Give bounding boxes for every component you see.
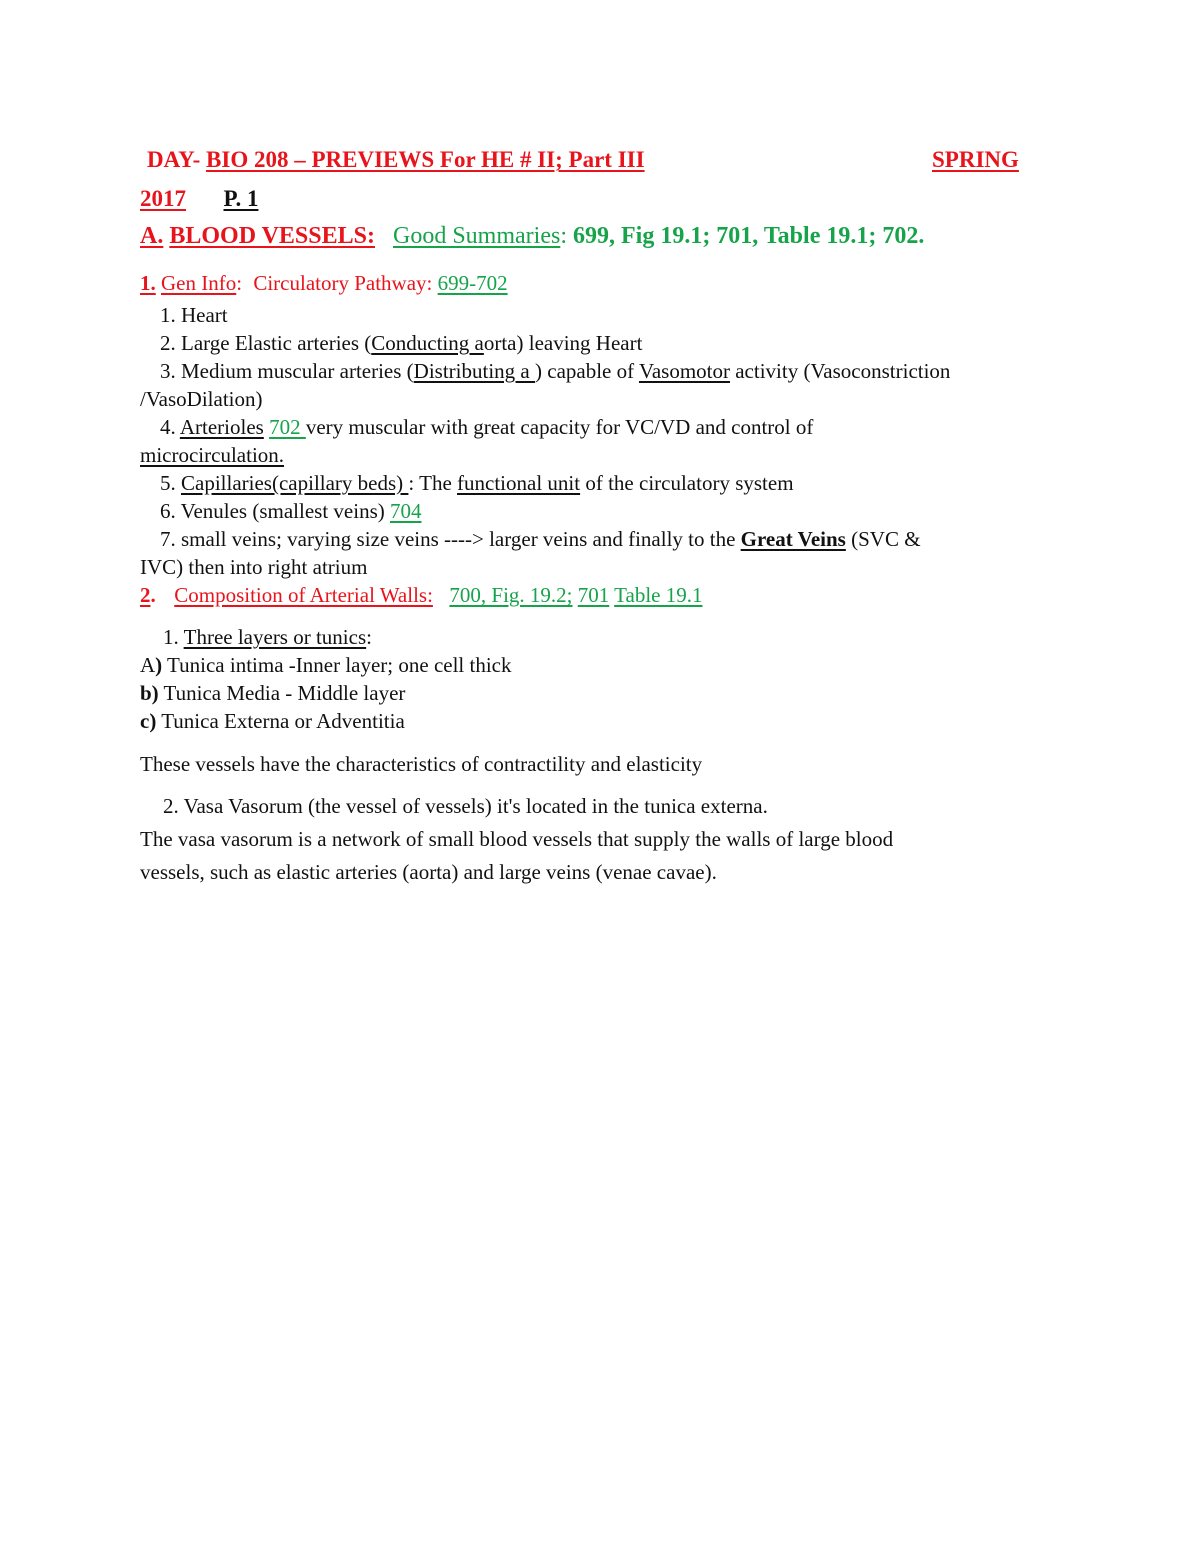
gen-info-colon: : [236,271,243,295]
page-number: P. 1 [223,186,259,211]
vasa-vasorum-line-2: vessels, such as elastic arteries (aorta) and large veins (venae cavae). [140,860,717,884]
list-item-continuation [140,554,367,580]
arterial-walls-dot: . [150,583,156,607]
gen-info-heading [140,270,508,296]
list-item [160,414,813,440]
item-text: 7. small veins; varying size veins ----> larger veins and finally to the [160,527,741,551]
header-line-2 [140,186,258,212]
good-summaries-label: Good Summaries [392,223,561,249]
item-text-post: : [366,625,372,649]
list-item [160,470,794,496]
section-a-heading [140,223,924,249]
item-text: /VasoDilation) [140,387,263,411]
section-a-letter: A. [140,223,164,249]
item-bold-underlined: Great Veins [740,527,846,551]
item-text: 5. [160,471,181,495]
pathway-label: Circulatory Pathway: [253,271,433,295]
item-text: 1. Heart [160,303,228,327]
item-text-post: activity (Vasoconstriction [729,359,951,383]
list-item [160,302,228,328]
item-text: 1. [163,625,184,649]
header-day: DAY- [147,147,201,172]
item-text: IVC) then into right atrium [140,555,368,579]
item-text-post: orta) leaving Heart [483,331,643,355]
arterial-walls-ref3: Table 19.1 [614,583,703,607]
layer-item [140,652,512,678]
arterial-walls-ref2: 701 [577,583,610,607]
item-text: microcirculation. [140,443,285,467]
list-item-continuation [140,386,262,412]
item-underlined: Capillaries(capillary beds) [181,471,409,495]
item-text: 6. Venules (smallest veins) [160,499,390,523]
item-underlined: Arterioles [179,415,264,439]
layer-text: Tunica intima -Inner layer; one cell thick [162,653,512,677]
layer-item [140,708,405,734]
layer-item [140,680,405,706]
layer-marker-paren: ) [155,653,163,677]
layer-marker: c) [140,709,157,733]
item-text: 3. Medium muscular arteries ( [160,359,414,383]
item-underlined: Conducting a [371,331,484,355]
item-page-ref: 702 [269,415,306,439]
vasa-vasorum-item: 2. Vasa Vasorum (the vessel of vessels) it's located in the tunica externa. [163,794,768,818]
section-a-refs: 699, Fig 19.1; 701, Table 19.1; 702. [572,223,925,249]
gen-info-label: Gen Info [161,271,237,295]
header-year: 2017 [140,186,186,211]
header-line [147,147,645,173]
list-item [160,330,642,356]
item-text-post: (SVC & [845,527,921,551]
item-text: 4. [160,415,180,439]
arterial-walls-heading [140,582,702,608]
vasa-vasorum-line-1: The vasa vasorum is a network of small blood vessels that supply the walls of large blood [140,827,894,851]
layer-marker: A [140,653,156,677]
layer-text: Tunica Media - Middle layer [158,681,406,705]
item-underlined: Three layers or tunics [183,625,367,649]
pathway-pages: 699-702 [437,271,508,295]
item-underlined: Distributing a [413,359,535,383]
arterial-walls-title: Composition of Arterial Walls: [174,583,433,607]
list-item [160,526,921,552]
characteristics-text: These vessels have the characteristics of contractility and elasticity [140,752,703,776]
list-item-continuation [140,442,284,468]
item-text-post: very muscular with great capacity for VC/VD and control of [305,415,814,439]
arterial-walls-ref1: 700, Fig. 19.2; [449,583,573,607]
item-text-mid: : The [408,471,458,495]
course-title: BIO 208 – PREVIEWS For HE # II; Part III [206,147,645,172]
section-a-title: BLOOD VESSELS: [169,223,375,249]
layer-text: Tunica Externa or Adventitia [156,709,405,733]
item-text-post: of the circulatory system [580,471,794,495]
list-item [160,358,950,384]
summaries-colon: : [560,223,567,249]
item-text: 2. Large Elastic arteries ( [160,331,372,355]
layer-marker: b) [140,681,159,705]
item-text-mid: ) capable of [535,359,639,383]
item-page-ref: 704 [390,499,422,523]
arterial-walls-num: 2 [140,583,151,607]
item-underlined-2: Vasomotor [638,359,730,383]
header-semester: SPRING [932,147,1019,172]
tunics-item [163,624,372,650]
gen-info-num: 1. [140,271,156,295]
list-item [160,498,422,524]
item-underlined-2: functional unit [457,471,581,495]
